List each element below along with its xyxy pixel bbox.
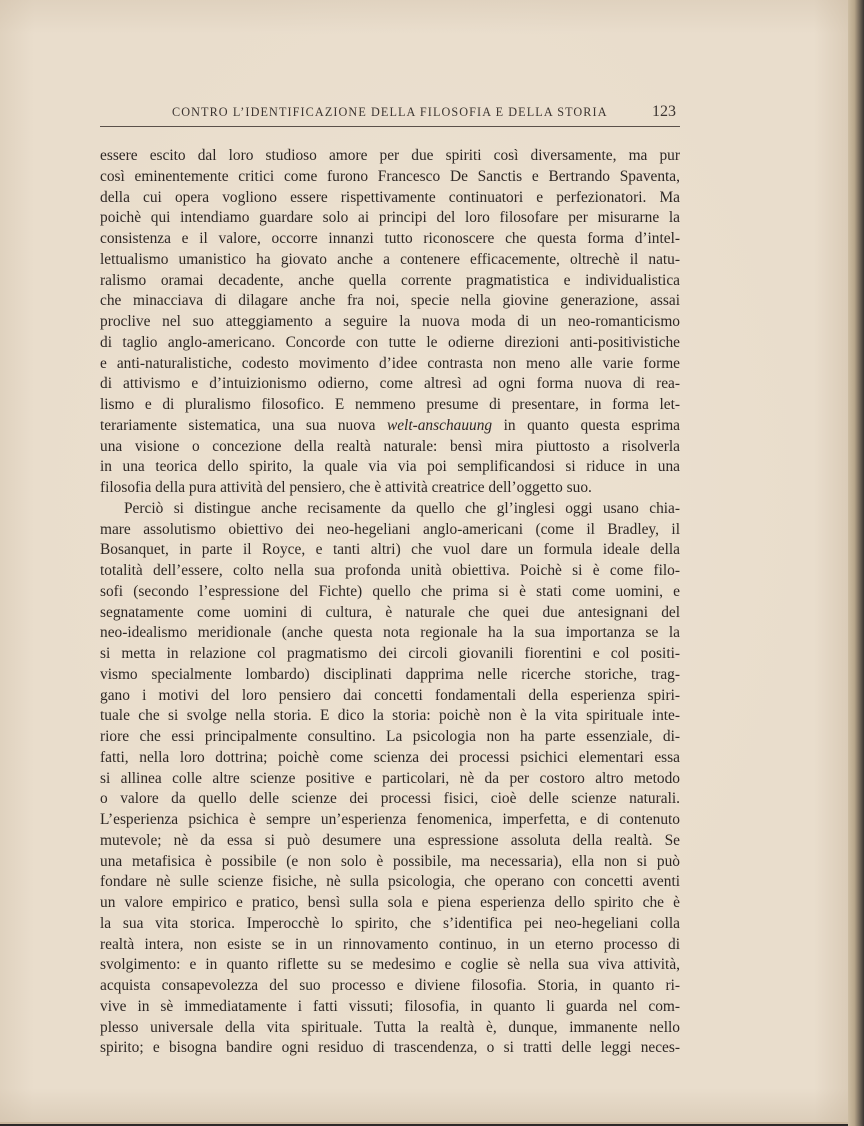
text-line: L’esperienza psichica è sempre un’esperienza fenomenica, imperfetta, e di contenuto [100, 811, 680, 828]
text-line: neo-idealismo meridionale (anche questa nota regionale ha la sua importanza se la [100, 624, 680, 642]
text-line: una visione o concezione della realtà naturale: bensì mira piuttosto a risolverla [100, 437, 680, 455]
text-line: vive in sè immediatamente i fatti vissuti; filosofia, in quanto li guarda nel com- [100, 997, 680, 1015]
text-line: vismo specialmente lombardo) disciplinati dapprima nelle ricerche storiche, trag- [100, 665, 680, 683]
text-line: così eminentemente critici come furono Francesco De Sanctis e Bertrando Spaventa, [100, 167, 680, 185]
text-line: acquista consapevolezza del suo processo e diviene filosofia. Storia, in quanto ri- [100, 977, 680, 994]
text-line: della cui opera vogliono essere rispettivamente continuatori e perfezionatori. Ma [100, 188, 680, 206]
text-line: tuale che si svolge nella storia. E dico la storia: poichè non è la vita spirituale inte- [100, 707, 680, 725]
text-line: Perciò si distingue anche recisamente da quello che gl’inglesi oggi usano chia- [124, 499, 680, 517]
text-line: mutevole; nè da essa si può desumere una espressione assoluta della realtà. Se [100, 831, 680, 849]
text-line: proclive nel suo atteggiamento a seguire la nuova moda di un neo-romanticismo [100, 313, 680, 330]
text-line: spirito; e bisogna bandire ogni residuo di trascendenza, o si tratti delle leggi neces- [100, 1039, 680, 1057]
text-line: gano i motivi del loro pensiero dai concetti fondamentali della esperienza spiri- [100, 686, 680, 704]
page-number: 123 [652, 103, 676, 120]
body-text [100, 146, 680, 1059]
text-line: che minacciava di dilagare anche fra noi, specie nella giovine generazione, assai [100, 292, 680, 310]
text-line: realtà intera, non esiste se in un rinnovamento continuo, in un eterno processo di [100, 935, 680, 953]
text-line: svolgimento: e in quanto riflette su se medesimo e coglie sè nella sua viva attività, [100, 956, 680, 974]
text-line: sofi (secondo l’espressione del Fichte) quello che prima si è stati come uomini, e [100, 582, 680, 600]
text-line: di attivismo e d’intuizionismo odierno, come altresì ad ogni forma nuova di rea- [100, 375, 680, 393]
text-line: plesso universale della vita spirituale. Tutta la realtà è, dunque, immanente nello [100, 1018, 680, 1036]
text-line: di taglio anglo-americano. Concorde con tutte le odierne direzioni anti-positivistiche [100, 333, 680, 351]
text-line-with-italic [100, 416, 680, 437]
text-line: lettualismo umanistico ha giovato anche a contenere efficacemente, oltrechè il natu- [100, 250, 680, 268]
text-line: lismo e di pluralismo filosofico. E nemmeno presume di presentare, in forma let- [100, 396, 680, 413]
text-line: si metta in relazione col pragmatismo dei circoli giovanili fiorentini e col positi- [100, 645, 680, 662]
text-line: e anti-naturalistiche, codesto movimento d’idee contrasta non meno alle varie forme [100, 354, 680, 372]
text-line: riore che essi principalmente consultino. La psicologia non ha parte essenziale, di- [100, 728, 680, 745]
header-rule [100, 126, 680, 127]
text-segment: in quanto questa esprima [492, 416, 680, 434]
text-segment: terariamente sistematica, una sua nuova [100, 416, 387, 434]
text-line: consistenza e il valore, occorre innanzi tutto riconoscere che questa forma d’intel- [100, 230, 680, 247]
page-edge-shadow [848, 0, 864, 1126]
text-line: ralismo oramai decadente, anche quella corrente pragmatistica e individualistica [100, 271, 680, 289]
text-line: segnatamente come uomini di cultura, è naturale che quei due antesignani del [100, 603, 680, 621]
text-line: Bosanquet, in parte il Royce, e tanti altri) che vuol dare un formula ideale della [100, 541, 680, 559]
text-line: un valore empirico e pratico, bensì sulla sola e piena esperienza dello spirito che è [100, 894, 680, 911]
text-line: la sua vita storica. Imperocchè lo spirito, che s’identifica pei neo-hegeliani colla [100, 914, 680, 932]
text-line: fatti, nella loro dottrina; poichè come scienza dei processi psichici elementari essa [100, 748, 680, 766]
text-line: in una teorica dello spirito, la quale via via poi semplificandosi si riduce in una [100, 458, 680, 476]
text-line: filosofia della pura attività del pensiero, che è attività creatrice dell’oggetto suo. [100, 479, 592, 496]
text-line: essere escito dal loro studioso amore per due spiriti così diversamente, ma pur [100, 147, 680, 164]
paragraph [100, 499, 680, 1059]
text-line: fondare nè sulle scienze fisiche, nè sulla psicologia, che operano con concetti aventi [100, 873, 680, 891]
text-line: mare assolutismo obiettivo dei neo-hegeliani anglo-americani (come il Bradley, il [100, 520, 680, 538]
text-line: poichè qui intendiamo guardare solo ai principi del loro filosofare per misurarne la [100, 209, 680, 227]
text-line: totalità dell’essere, colto nella sua profonda unità obiettiva. Poichè si è come filo- [100, 562, 680, 579]
text-line: una metafisica è possibile (e non solo è possibile, ma necessaria), ella non si può [100, 852, 680, 870]
page-header [100, 103, 680, 123]
italic-term: welt-anschauung [386, 416, 493, 434]
running-head: CONTRO L’IDENTIFICAZIONE DELLA FILOSOFIA E DELLA STORIA [172, 105, 608, 119]
text-line: si allinea colle altre scienze positive e particolari, nè da per costoro altro metodo [100, 769, 680, 787]
text-line: o valore da quello delle scienze dei processi fisici, cioè delle scienze naturali. [100, 790, 680, 808]
paragraph [100, 146, 680, 499]
